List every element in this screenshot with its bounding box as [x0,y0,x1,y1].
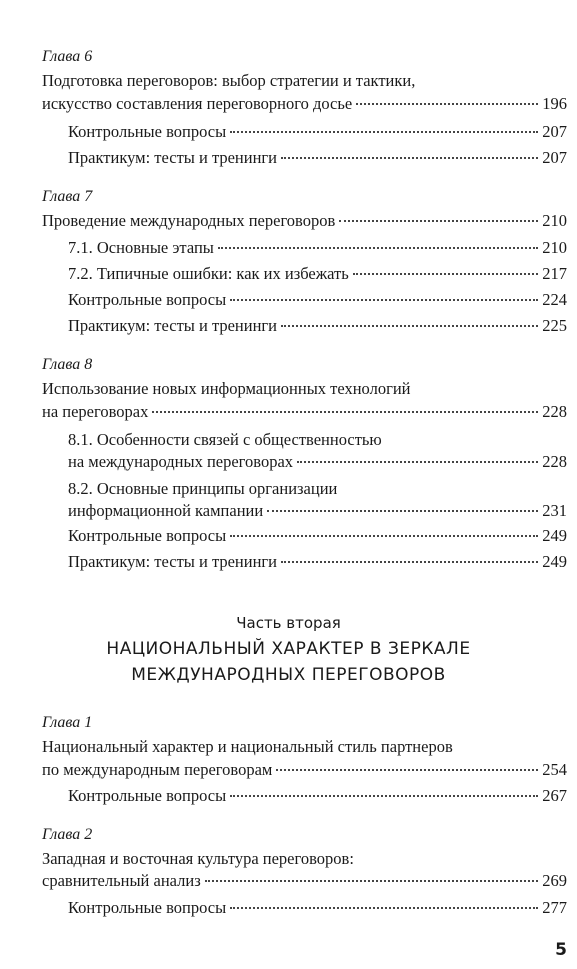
page-number: 5 [555,940,567,960]
section-8-1-line2: на международных переговорах [68,452,294,471]
toc-item[interactable] [68,262,567,286]
section-8-2-line2: информационной кампании [68,501,264,520]
dot-leader [356,103,538,105]
dot-leader [230,795,538,797]
chapter-8-entry[interactable] [42,400,567,424]
chapter-7-label: Глава 7 [42,188,93,205]
page-ref: 196 [542,94,567,113]
part2-chapter-2-label: Глава 2 [42,826,93,843]
page-ref: 228 [542,452,567,471]
dot-leader [230,907,538,909]
chapter-6-label: Глава 6 [42,48,93,65]
dot-leader [218,247,538,249]
part2-chapter-2-title-line2: сравнительный анализ [42,871,201,890]
toc-item[interactable] [68,288,567,312]
part-title-line1: НАЦИОНАЛЬНЫЙ ХАРАКТЕР В ЗЕРКАЛЕ [106,639,471,659]
dot-leader [281,157,538,159]
chapter-7-entry[interactable] [42,209,567,233]
page-ref: 249 [542,526,567,545]
part-title-line2: МЕЖДУНАРОДНЫХ ПЕРЕГОВОРОВ [131,665,446,685]
toc-item-text: Контрольные вопросы [68,898,227,917]
dot-leader [297,461,538,463]
dot-leader [230,535,538,537]
chapter-6-entry[interactable] [42,92,567,116]
toc-item[interactable] [68,550,567,574]
toc-item[interactable] [68,120,567,144]
toc-item-text: Практикум: тесты и тренинги [68,552,278,571]
dot-leader [230,131,538,133]
page-ref: 217 [542,264,567,283]
part2-chapter-1-entry[interactable] [42,758,567,782]
page-ref: 207 [542,122,567,141]
part2-chapter-1-title-line2: по международным переговорам [42,760,273,779]
dot-leader [205,880,539,882]
part2-chapter-2-entry[interactable] [42,869,567,893]
dot-leader [152,411,538,413]
chapter-7-title: Проведение международных переговоров [42,211,336,230]
toc-item-text: Практикум: тесты и тренинги [68,148,278,167]
toc-item-text: Контрольные вопросы [68,786,227,805]
toc-item-text: 7.1. Основные этапы [68,238,214,257]
toc-item[interactable] [68,314,567,338]
page-ref: 269 [542,871,567,890]
page-ref: 277 [542,898,567,917]
toc-item-text: Контрольные вопросы [68,290,227,309]
page-ref: 210 [542,211,567,230]
toc-item-text: Контрольные вопросы [68,526,227,545]
chapter-6-title-line2: искусство составления переговорного досье [42,94,353,113]
toc-item-text: Практикум: тесты и тренинги [68,316,278,335]
dot-leader [353,273,539,275]
page-ref: 254 [542,760,567,779]
chapter-8-title-line1: Использование новых информационных технологий [42,379,411,398]
dot-leader [339,220,538,222]
section-8-2-line1: 8.2. Основные принципы организации [68,479,338,498]
dot-leader [281,325,538,327]
section-8-1-line1: 8.1. Особенности связей с общественностью [68,430,382,449]
dot-leader [281,561,538,563]
chapter-8-label: Глава 8 [42,356,93,373]
dot-leader [267,510,538,512]
page-ref: 231 [542,501,567,520]
toc-item[interactable] [68,524,567,548]
dot-leader [230,299,538,301]
page-ref: 210 [542,238,567,257]
section-8-1-entry[interactable] [68,450,567,474]
part2-chapter-1-label: Глава 1 [42,714,93,731]
toc-item[interactable] [68,896,567,920]
page-ref: 207 [542,148,567,167]
page-ref: 267 [542,786,567,805]
toc-item-text: 7.2. Типичные ошибки: как их избежать [68,264,349,283]
dot-leader [276,769,538,771]
page-ref: 225 [542,316,567,335]
page-ref: 228 [542,402,567,421]
part2-chapter-1-title-line1: Национальный характер и национальный стиль партнеров [42,737,453,756]
toc-item[interactable] [68,146,567,170]
chapter-8-title-line2: на переговорах [42,402,149,421]
toc-item[interactable] [68,784,567,808]
page-ref: 224 [542,290,567,309]
page-ref: 249 [542,552,567,571]
chapter-6-title-line1: Подготовка переговоров: выбор стратегии и тактики, [42,71,416,90]
part-label: Часть вторая [236,614,341,632]
toc-item-text: Контрольные вопросы [68,122,227,141]
section-8-2-entry[interactable] [68,499,567,523]
toc-item[interactable] [68,236,567,260]
part2-chapter-2-title-line1: Западная и восточная культура переговоров: [42,849,354,868]
